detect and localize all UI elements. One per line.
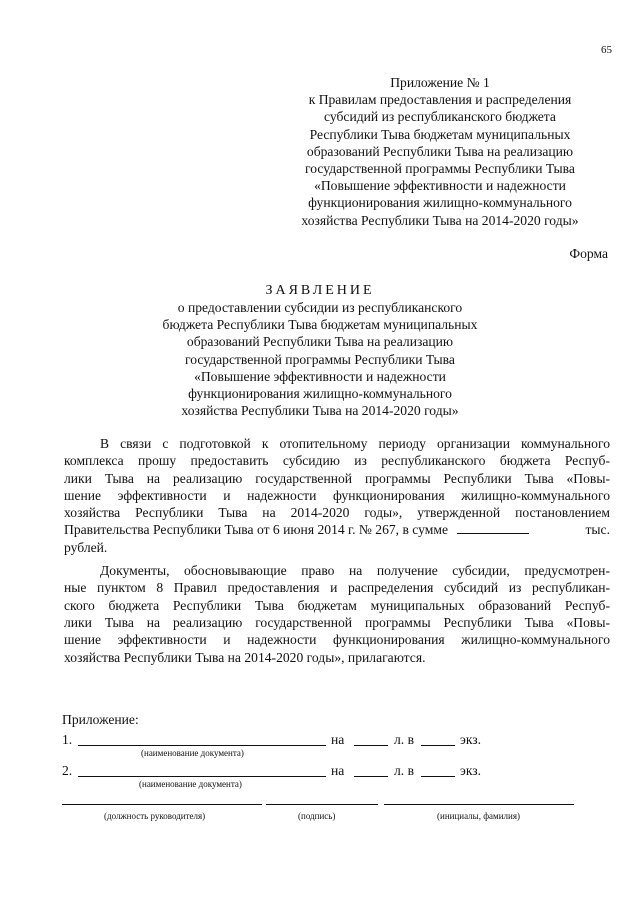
appendix-line: функционирования жилищно-коммунального	[308, 195, 572, 211]
amount-text: Правительства Республики Тыва от 6 июня 2014 г. № 267, в сумме	[64, 522, 448, 538]
amount-unit: тыс.	[585, 522, 610, 538]
appendix-line: «Повышение эффективности и надежности	[314, 178, 566, 194]
paragraph-line: комплекса прошу предоставить субсидию из республиканского бюджета Респуб-	[64, 453, 610, 469]
appendix-line: к Правилам предоставления и распределения	[308, 92, 572, 108]
attachment-row	[62, 732, 72, 748]
paragraph-line: В связи с подготовкой к отопительному периоду организации коммунального	[100, 436, 610, 451]
position-caption: (должность руководителя)	[104, 811, 206, 821]
appendix-line: Приложение № 1	[390, 75, 490, 90]
subtitle-line: бюджета Республики Тыва бюджетам муниципальных	[162, 317, 478, 333]
amount-field[interactable]	[457, 521, 529, 534]
attachment-sheets-label: л. в	[394, 732, 414, 747]
attachments-title: Приложение:	[62, 712, 139, 727]
document-name-caption: (наименование документа)	[139, 779, 242, 789]
subtitle-line: функционирования жилищно-коммунального	[188, 386, 452, 402]
attachment-row	[62, 763, 72, 779]
paragraph-line: ского бюджета Республики Тыва бюджетам муниципальных образований Респуб-	[64, 597, 610, 613]
body-text	[64, 435, 610, 666]
attachment-copies-label: экз.	[460, 763, 482, 778]
sheets-field[interactable]	[354, 776, 388, 777]
copies-field[interactable]	[421, 776, 455, 777]
paragraph-line: лики Тыва на реализацию государственной программы Республики Тыва «Повы-	[64, 470, 610, 486]
document-title: ЗАЯВЛЕНИЕ	[265, 283, 375, 298]
name-field[interactable]	[384, 804, 574, 805]
appendix-header	[290, 74, 590, 229]
paragraph-line-amount	[64, 521, 610, 538]
appendix-line: хозяйства Республики Тыва на 2014-2020 годы»	[301, 212, 579, 228]
paragraph-line: ные пунктом 8 Правил предоставления и распределения субсидий из республикан-	[64, 580, 610, 596]
page-number: 65	[601, 44, 612, 56]
attachment-na: на	[331, 732, 345, 747]
signature-field[interactable]	[266, 804, 378, 805]
attachment-number: 1.	[62, 732, 73, 747]
subtitle-line: «Повышение эффективности и надежности	[194, 368, 446, 384]
position-field[interactable]	[62, 804, 262, 805]
document-name-caption: (наименование документа)	[141, 748, 244, 758]
attachment-sheets-label: л. в	[394, 763, 414, 778]
paragraph-line: хозяйства Республики Тыва на 2014-2020 годы», утвержденной постановлением	[64, 505, 610, 521]
paragraph-line: лики Тыва на реализацию государственной программы Республики Тыва «Повы-	[64, 614, 610, 630]
subtitle-line: образований Республики Тыва на реализацию	[186, 334, 454, 350]
signature-caption: (подпись)	[298, 811, 336, 821]
attachment-na: на	[331, 763, 345, 778]
subtitle-line: о предоставлении субсидии из республиканского	[177, 300, 463, 315]
document-subtitle	[120, 299, 520, 419]
paragraph-line: шение эффективности и надежности функционирования жилищно-коммунального	[64, 632, 610, 648]
subtitle-line: государственной программы Республики Тыва	[185, 351, 455, 367]
paragraph-line: хозяйства Республики Тыва на 2014-2020 годы», прилагаются.	[64, 649, 426, 665]
attachment-copies-label: экз.	[460, 732, 482, 747]
name-caption: (инициалы, фамилия)	[437, 811, 520, 821]
sheets-field[interactable]	[354, 745, 388, 746]
appendix-line: образований Республики Тыва на реализацию	[306, 143, 574, 159]
form-label: Форма	[569, 246, 608, 261]
appendix-line: государственной программы Республики Тыва	[305, 161, 575, 177]
paragraph-line: рублей.	[64, 539, 108, 555]
document-name-field[interactable]	[78, 776, 326, 777]
appendix-line: субсидий из республиканского бюджета	[324, 109, 556, 125]
paragraph-line: Документы, обосновывающие право на получение субсидии, предусмотрен-	[100, 563, 610, 579]
paragraph-line: шение эффективности и надежности функционирования жилищно-коммунального	[64, 487, 610, 503]
attachment-number: 2.	[62, 763, 73, 778]
copies-field[interactable]	[421, 745, 455, 746]
document-name-field[interactable]	[78, 745, 326, 746]
subtitle-line: хозяйства Республики Тыва на 2014-2020 годы»	[181, 403, 459, 419]
appendix-line: Республики Тыва бюджетам муниципальных	[309, 126, 571, 142]
